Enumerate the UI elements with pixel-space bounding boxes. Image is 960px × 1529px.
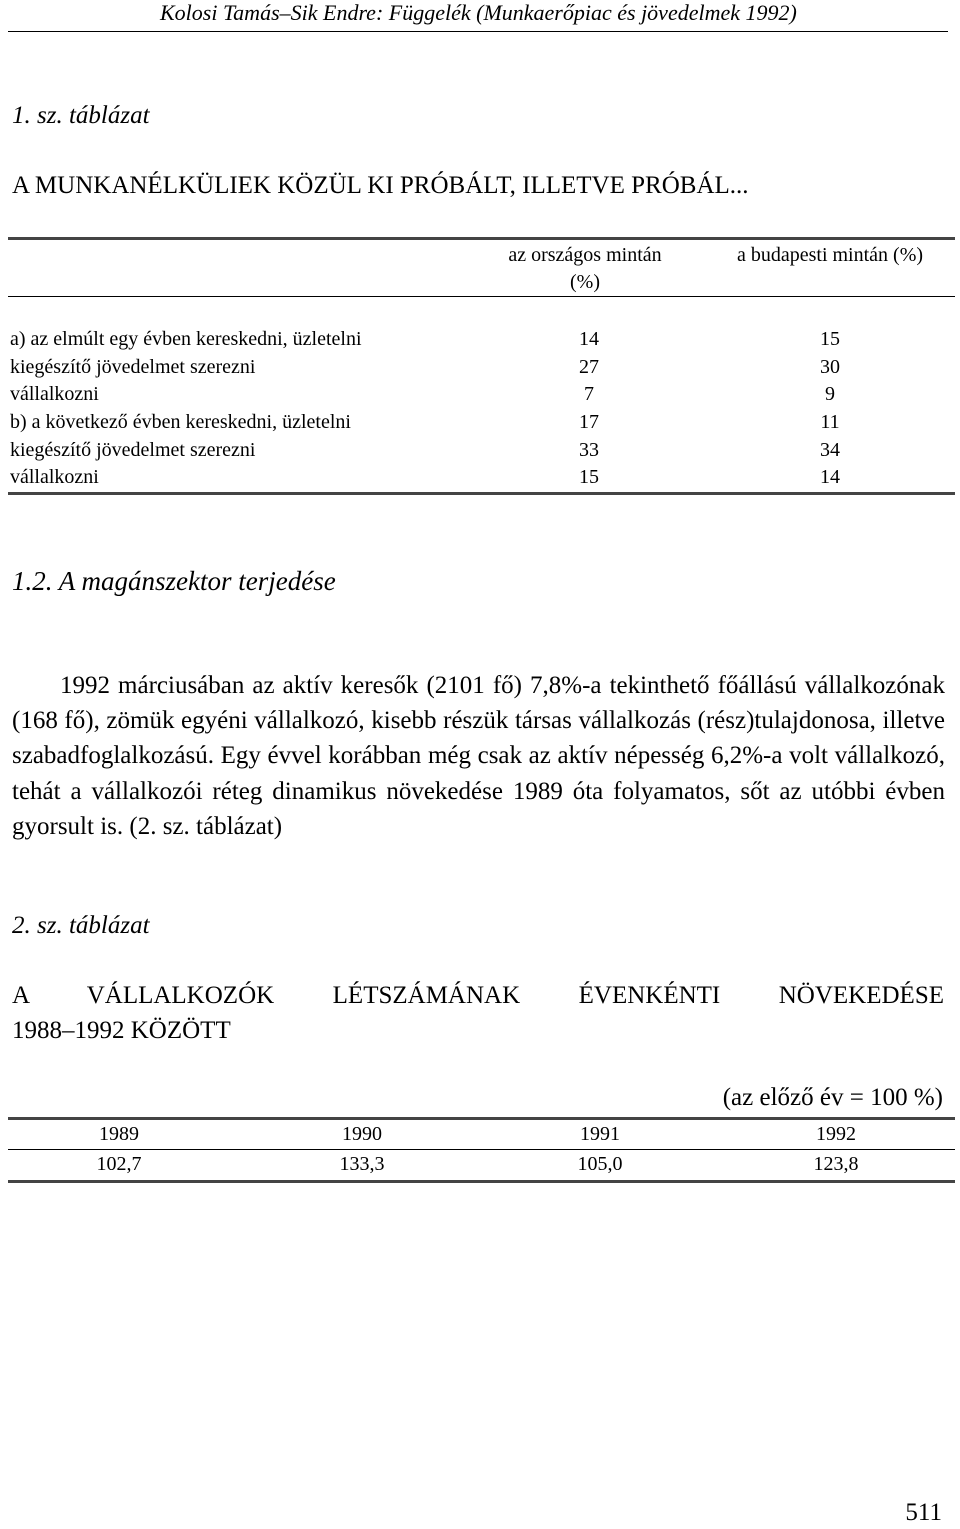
table2-title-line2: 1988–1992 KÖZÖTT	[12, 1017, 231, 1044]
table1-body	[10, 326, 950, 492]
header-rule	[8, 31, 948, 32]
table-row	[10, 464, 950, 492]
row-budapest: 14	[820, 466, 840, 489]
table2-value-row	[8, 1150, 955, 1178]
year-cell: 1990	[342, 1123, 382, 1145]
row-label: a) az elmúlt egy évben kereskedni, üzletelni	[10, 328, 362, 350]
table-row	[10, 354, 950, 382]
table1-label: 1. sz. táblázat	[12, 102, 150, 129]
row-national: 17	[579, 411, 599, 434]
row-national: 14	[579, 328, 599, 350]
value-cell: 102,7	[96, 1153, 142, 1175]
table-row	[10, 326, 950, 354]
page-number: 511	[905, 1499, 942, 1526]
row-label: kiegészítő jövedelmet szerezni	[10, 438, 256, 461]
row-label: vállalkozni	[10, 466, 99, 489]
row-budapest: 30	[820, 355, 840, 378]
body-paragraph	[12, 668, 945, 844]
table1-col-budapest: a budapesti mintán (%)	[736, 244, 924, 266]
year-cell: 1989	[99, 1123, 139, 1145]
row-budapest: 15	[820, 328, 840, 350]
row-label: kiegészítő jövedelmet szerezni	[10, 355, 256, 378]
table1-title: A MUNKANÉLKÜLIEK KÖZÜL KI PRÓBÁLT, ILLETVE PRÓBÁL...	[12, 172, 749, 199]
section-title: 1.2. A magánszektor terjedése	[12, 566, 336, 596]
row-national: 33	[579, 438, 599, 461]
row-label: b) a következő évben kereskedni, üzletelni	[10, 411, 351, 434]
row-budapest: 11	[820, 411, 840, 434]
value-cell: 133,3	[339, 1153, 385, 1175]
table-row	[10, 409, 950, 437]
value-cell: 105,0	[577, 1153, 623, 1175]
table2-bottom-rule	[8, 1180, 955, 1183]
table1-col-national-line1: az országos mintán	[508, 244, 662, 266]
table-row	[10, 381, 950, 409]
table1-bottom-rule	[8, 492, 955, 495]
row-budapest: 9	[825, 383, 835, 406]
year-cell: 1991	[580, 1123, 620, 1145]
table2-label: 2. sz. táblázat	[12, 912, 150, 939]
row-budapest: 34	[820, 438, 840, 461]
paragraph-text: 1992 márciusában az aktív keresők (2101 fő) 7,8%-a tekinthető főállású vállalkozónak (168 fő), zömük egyéni vállalkozó, kisebb részük társas vállalkozás (rész)tulajdonosa, illetve szabadfoglalkozású. Egy évvel korábban még csak az aktív népesség 6,2%-a volt vállalkozó, tehát a vállalkozói réteg dinamikus növekedése 1989 óta folyamatos, sőt az utóbbi évben gyorsult is. (2. sz. táblázat)	[12, 672, 945, 840]
table2-title-line1: A VÁLLALKOZÓK LÉTSZÁMÁNAK ÉVENKÉNTI NÖVEKEDÉSE	[12, 982, 944, 1009]
row-national: 15	[579, 466, 599, 489]
value-cell: 123,8	[813, 1153, 859, 1175]
table1-col-national-line2: (%)	[570, 271, 600, 293]
row-national: 27	[579, 355, 599, 378]
table1-top-rule	[8, 237, 955, 240]
row-national: 7	[584, 383, 594, 406]
table2-year-row	[8, 1120, 955, 1148]
running-header: Kolosi Tamás–Sik Endre: Függelék (Munkaerőpiac és jövedelmek 1992)	[160, 0, 797, 25]
table2-note: (az előző év = 100 %)	[722, 1084, 943, 1111]
year-cell: 1992	[816, 1123, 856, 1145]
table-row	[10, 437, 950, 465]
table1-col-national	[480, 242, 690, 296]
row-label: vállalkozni	[10, 383, 99, 406]
table1-header-rule	[8, 296, 955, 297]
